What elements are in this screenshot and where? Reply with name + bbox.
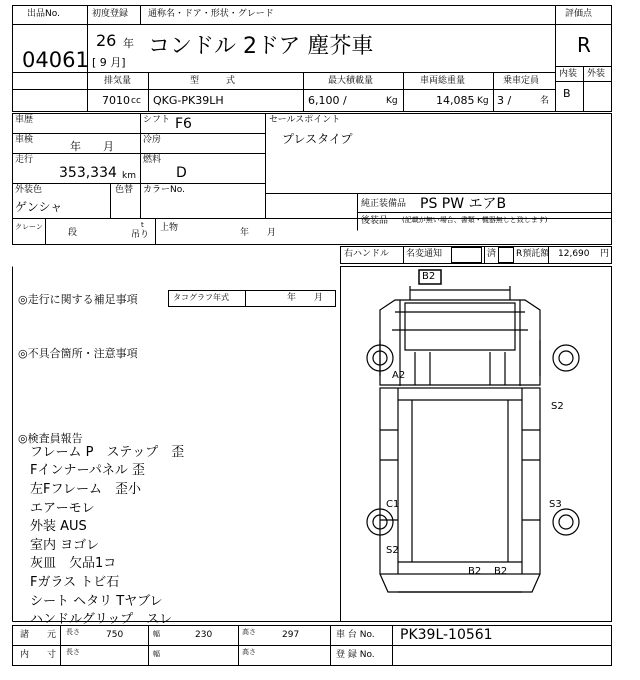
damage-mark-s2-left: S2	[386, 545, 399, 556]
interior-dims-label: 内 寸	[20, 650, 57, 660]
mileage-value: 353,334	[59, 165, 117, 181]
exterior-color-label: 外装色	[15, 185, 43, 195]
damage-mark-b2-rear-b: B2	[494, 566, 508, 577]
length-label: 長さ	[66, 628, 80, 636]
grade-label: 評価点	[565, 9, 593, 19]
defects-label: ◎不具合箇所・注意事項	[18, 347, 138, 360]
capacity-label: 乗車定員	[503, 76, 540, 86]
inspection-label: 車検	[15, 135, 34, 145]
shift-label: シフト	[143, 115, 171, 125]
model-code: QKG-PK39LH	[153, 94, 224, 107]
overall-score: R	[577, 33, 591, 57]
recycle-deposit-value: 12,690	[558, 249, 590, 259]
damage-mark-a2: A2	[392, 370, 406, 381]
color-change-label: 色替	[115, 185, 134, 195]
inspector-item: ハンドルグリップ スレ	[30, 612, 173, 627]
color-code-label: カラーNo.	[143, 185, 185, 195]
max-load-unit: Kg	[386, 96, 398, 106]
crane-label: クレーン	[15, 223, 43, 231]
model-line-label: 通称名・ドア・形状・グレード	[148, 9, 274, 19]
gross-weight-label: 車両総重量	[420, 76, 466, 86]
inspector-item: 外装 AUS	[30, 519, 87, 534]
damage-mark-s3: S3	[549, 499, 562, 510]
displacement-value: 7010	[102, 94, 130, 107]
width-label: 幅	[153, 630, 160, 638]
specs-label: 諸 元	[20, 630, 57, 640]
interior-label: 内装	[559, 69, 578, 79]
inspector-item: Fインナーパネル 歪	[30, 463, 145, 478]
registration-label: 登 録 No.	[336, 650, 375, 660]
fuel-value: D	[176, 165, 187, 181]
displacement-label: 排気量	[104, 76, 132, 86]
length-value: 750	[106, 630, 124, 640]
crane-ton: t	[141, 221, 144, 229]
mileage-label: 走行	[15, 155, 34, 165]
truck-diagram	[367, 270, 579, 592]
interior-height-label: 高さ	[242, 648, 256, 656]
sales-point-label: セールスポイント	[269, 115, 341, 125]
aftermarket-label: 後装品	[361, 216, 389, 226]
capacity-value: 3 /	[497, 94, 512, 107]
gross-weight-unit: Kg	[477, 96, 489, 106]
damage-mark-s2-right: S2	[551, 401, 564, 412]
gross-weight-value: 14,085	[436, 94, 475, 107]
equipment-label: 純正装備品	[361, 199, 407, 209]
tacho-label: タコグラフ年式	[173, 293, 229, 302]
inspector-item: 左Fフレーム 歪小	[30, 482, 141, 497]
height-value: 297	[282, 630, 300, 640]
steering-side: 右ハンドル	[344, 249, 390, 259]
inspector-report-label: ◎検査員報告	[18, 432, 83, 445]
damage-mark-front: B2	[422, 271, 436, 282]
damage-mark-b2-rear-a: B2	[468, 566, 482, 577]
reg-year-unit: 年	[123, 37, 134, 50]
aircon-label: 冷房	[143, 135, 162, 145]
inspector-item: シート ヘタリ Tヤブレ	[30, 594, 163, 609]
recycle-done-label: 済	[487, 249, 497, 259]
mount-label: 上物	[160, 223, 179, 233]
chassis-label: 車 台 No.	[336, 630, 375, 640]
interior-length-label: 長さ	[66, 648, 80, 656]
inspector-item: エアーモレ	[30, 501, 95, 516]
lot-label: 出品No.	[27, 9, 60, 19]
shift-value: F6	[175, 116, 192, 132]
capacity-unit: 名	[540, 96, 550, 106]
tacho-value: 年 月	[287, 293, 324, 303]
inspector-item: 室内 ヨゴレ	[30, 538, 100, 553]
mileage-unit: km	[122, 171, 136, 181]
damage-mark-c1: C1	[386, 499, 400, 510]
equipment-value: PS PW エアB	[420, 196, 507, 212]
name-change-label: 名変通知	[406, 249, 443, 259]
recycle-deposit-label: R預託額	[516, 249, 550, 259]
sales-point-value: プレスタイプ	[282, 132, 353, 146]
inspection-value: 年 月	[70, 140, 114, 153]
vehicle-name: コンドル 2ドア 塵芥車	[148, 34, 374, 59]
driving-notes-label: ◎走行に関する補足事項	[18, 293, 138, 306]
max-load-value: 6,100 /	[308, 94, 347, 107]
reg-month: [ 9 月]	[92, 56, 126, 69]
chassis-number: PK39L-10561	[400, 627, 493, 643]
lot-number: 04061	[22, 48, 89, 72]
inspector-item: フレーム P ステップ 歪	[30, 445, 185, 460]
model-type-label: 型 式	[190, 76, 236, 86]
inspector-item: 灰皿 欠品1コ	[30, 556, 117, 571]
interior-score: B	[563, 87, 571, 100]
aftermarket-note: (記載が無い場合、書類・機器無しと致します)	[402, 216, 548, 224]
exterior-label: 外装	[587, 69, 606, 79]
height-label: 高さ	[242, 628, 256, 636]
history-label: 車歴	[15, 115, 34, 125]
first-registration-label: 初度登録	[92, 9, 129, 19]
width-value: 230	[195, 630, 213, 640]
interior-width-label: 幅	[153, 650, 160, 658]
recycle-unit: 円	[600, 249, 610, 259]
crane-hang: 吊り	[131, 230, 150, 240]
reg-year: 26	[96, 31, 117, 50]
exterior-color-value: ゲンシャ	[15, 200, 63, 214]
crane-stage: 段	[68, 228, 78, 238]
mount-value: 年 月	[240, 228, 277, 238]
max-load-label: 最大積載量	[328, 76, 374, 86]
displacement-unit: cc	[131, 96, 141, 106]
fuel-label: 燃料	[143, 155, 162, 165]
inspector-item: Fガラス トビ石	[30, 575, 120, 590]
